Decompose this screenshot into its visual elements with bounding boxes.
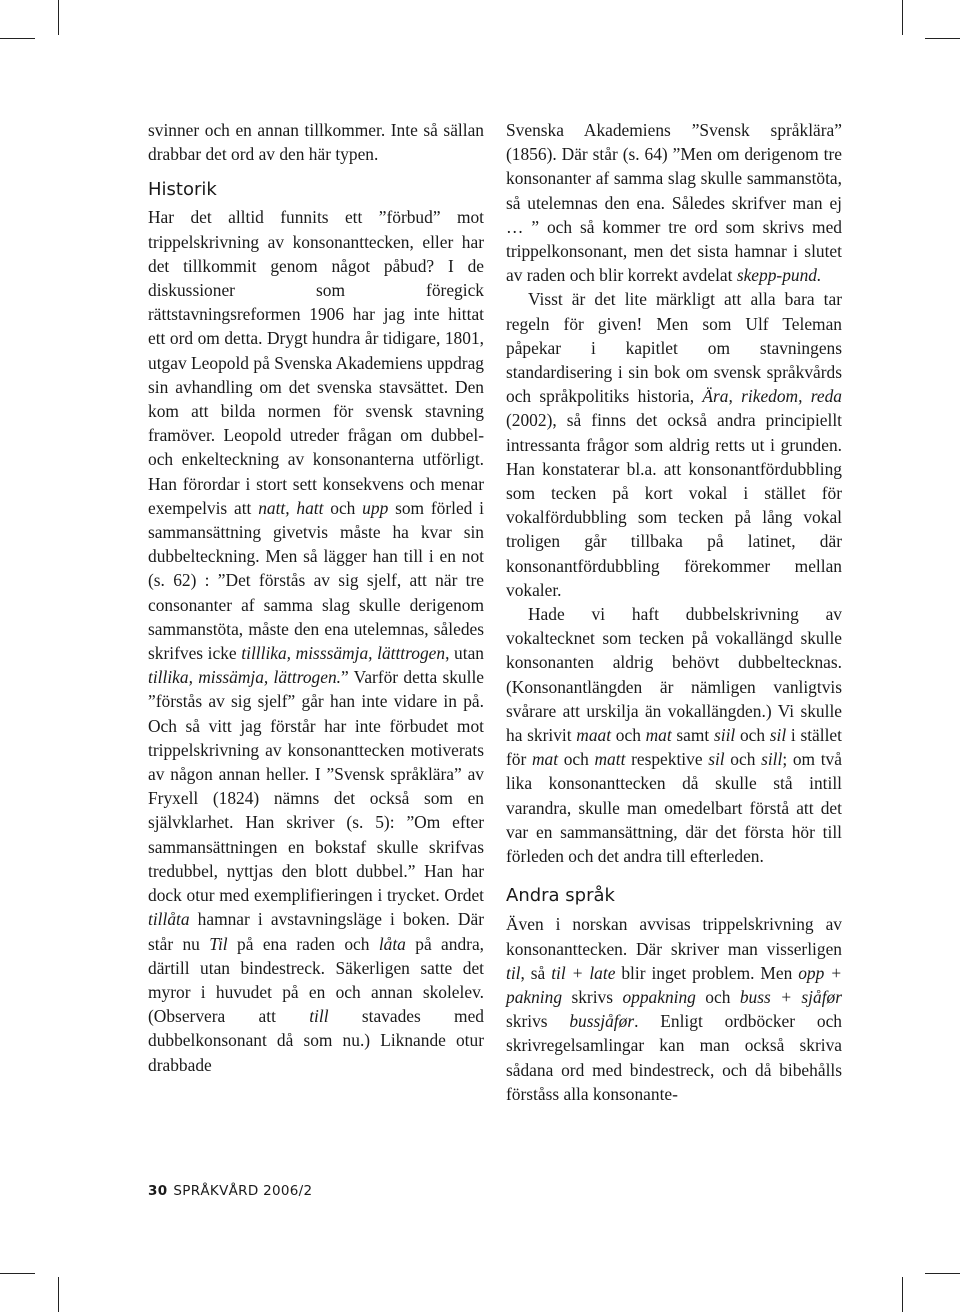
italic-text: bussjåfør [569,1011,635,1032]
crop-mark [925,1273,960,1274]
crop-mark [925,38,960,39]
italic-text: maat [576,725,612,746]
italic-text: mat [645,725,672,746]
text: och [695,986,740,1007]
section-heading-historik: Historik [148,179,217,201]
left-column [148,118,484,1077]
italic-text: mat [531,749,559,770]
text: och [558,749,595,770]
italic-text: buss + sjåfør [739,986,842,1007]
italic-text: tillåta [148,909,190,930]
text: svinner och en annan tillkommer. Inte så sällan drabbar det ord av den här typen. [148,120,484,165]
italic-text: Ära, rikedom, reda [702,386,842,407]
text: Svenska Akademiens ”Svensk språklära” (1856). Där står (s. 64) ”Men om derigenom tre konsonanter af samma slag skulle sammanstöta, så utelemnas den ena. Således skrifver man ej … ” och så kommer tre ord som skrivs med trippelkonsonant, men det sista hamnar i slutet av raden och blir korrekt avdelat [506,120,842,286]
italic-text: oppakning [622,986,696,1007]
italic-text: tilllika, misssämja, lätttrogen [241,643,446,664]
italic-text: til + late [551,962,616,983]
text: Hade vi haft dubbelskrivning av vokaltecknet som tecken på vokallängd skulle konsonanten aldrig behövt dubbeltecknas. (Konsonantlängden är nämligen vanligtvis svårare att urskilja än vokallängden.) Vi skulle ha skrivit [506,604,842,746]
italic-text: sill [761,749,783,770]
italic-text: siil [713,725,736,746]
text: i stället för [506,725,842,770]
text: , utan [445,643,484,664]
text: Visst är det lite märkligt att alla bara tar regeln för given! Men som Ulf Teleman påpekar i kapitlet om stavningens standardisering i sin bok om svensk språkvårds och språkpolitiks historia, [506,289,842,407]
crop-mark [58,0,59,35]
italic-text: sil [708,749,725,770]
crop-mark [902,0,903,35]
text: , så [520,962,552,983]
text: respektive [625,749,709,770]
italic-text: upp [362,497,389,518]
text: och [323,497,363,518]
text: och [611,725,646,746]
text: . Enligt ordböcker och skrivregelsamlingar kan man också skriva sådana ord med bindestreck, och då bibehålls förståss alla konsonante- [506,1011,842,1104]
italic-text: til [506,962,521,983]
text: ” Varför detta skulle ”förstås av sig sjelf” går han inte vidare in på. Och så vitt jag förstår har inte förbudet mot trippelskrivning av konsonanttecken motiverats av någon annan heller. I ”Svensk språklära” av Fryxell (1824) nämns det också som en självklarhet. Han skriver (s. 5): ”Om efter sammansättningen en bokstaf skulle skrifvas tredubbel, nyttjas den blott dubbel.” Han har dock otur med exemplifieringen i trycket. Ordet [148,667,484,906]
italic-text: natt, hatt [258,497,324,518]
italic-text: matt [594,749,626,770]
italic-text: opp + pakning [506,962,842,1007]
text: Även i norskan avvisas trippelskrivning av konsonanttecken. Där skriver man visserligen [506,914,842,959]
crop-mark [0,1273,35,1274]
page-footer [148,1183,312,1199]
right-column [506,118,842,1106]
text: på andra, därtill utan bindestreck. Säkerligen satte det myror i huvudet på en och annan skolelev. (Observera att [148,933,485,1027]
paragraph-continued [506,118,842,287]
text: som förled i sammansättning givetvis måste ha kvar sin dubbelteckning. Men så lägger han till i en not (s. 62) : ”Det förstås av sig sjelf, att när tre consonanter af samma slag skulle derigenom sammanstöta, måste den ena utelemnas, således skrifves icke [148,497,485,664]
text: samt [671,725,714,746]
text: på ena raden och [227,933,379,954]
page-number: 30 [148,1183,168,1199]
publication-name: SPRÅKVÅRD 2006/2 [173,1183,313,1199]
text: och [724,749,762,770]
crop-mark [0,38,35,39]
italic-text: sil [769,725,787,746]
italic-text: tillika, missämja, lättrogen. [148,667,341,688]
text: ; om två lika konsonanttecken då skulle stå intill varandra, skulle man omedelbart förstå att det var en sammansättning, där det första hör till förleden och det andra till efterleden. [506,749,842,867]
crop-mark [902,1277,903,1312]
text: och [735,725,770,746]
italic-text: till [309,1006,329,1027]
paragraph-historik [148,205,484,1076]
italic-text: skepp-pund. [736,265,822,286]
paragraph-vokal [506,602,842,868]
paragraph-intro [148,118,484,166]
paragraph-norska [506,912,842,1106]
text: stavades med dubbelkonsonant då som nu.) Liknande otur drabbade [148,1006,484,1075]
text: hamnar i avstavningsläge i boken. Där står nu [148,909,484,954]
paragraph-teleman [506,287,842,602]
section-heading-andra-sprak: Andra språk [506,885,615,907]
crop-mark [58,1277,59,1312]
italic-text: låta [378,933,406,954]
text: (2002), så finns det också andra principiellt intressanta frågor som aldrig retts ut i grunden. Han konstaterar bl.a. att konsonantfördubbling som tecken på kort vokal i stället för vokalfördubbling som tecken på lång vokal troligen går tillbaka på latinet, där konsonantfördubbling förekommer mellan vokaler. [506,410,842,600]
text: skrivs [506,1011,570,1032]
text: blir inget problem. Men [615,962,799,983]
text: skrivs [562,986,623,1007]
italic-text: Til [209,933,228,954]
text: Har det alltid funnits ett ”förbud” mot trippelskrivning av konsonanttecken, eller har det tillkommit genom något påbud? I de diskussioner som föregick rättstavningsreformen 1906 har jag inte hittat ett ord om detta. Drygt hundra år tidigare, 1801, utgav Leopold på Svenska Akademiens uppdrag sin avhandling om det svenska stavsättet. Den kom att bilda normen för svensk stavning framöver. Leopold utreder frågan om dubbel- och enkelteckning av konsonanterna utförligt. Han förordar i stort sett konsekvens och menar exempelvis att [148,207,484,518]
